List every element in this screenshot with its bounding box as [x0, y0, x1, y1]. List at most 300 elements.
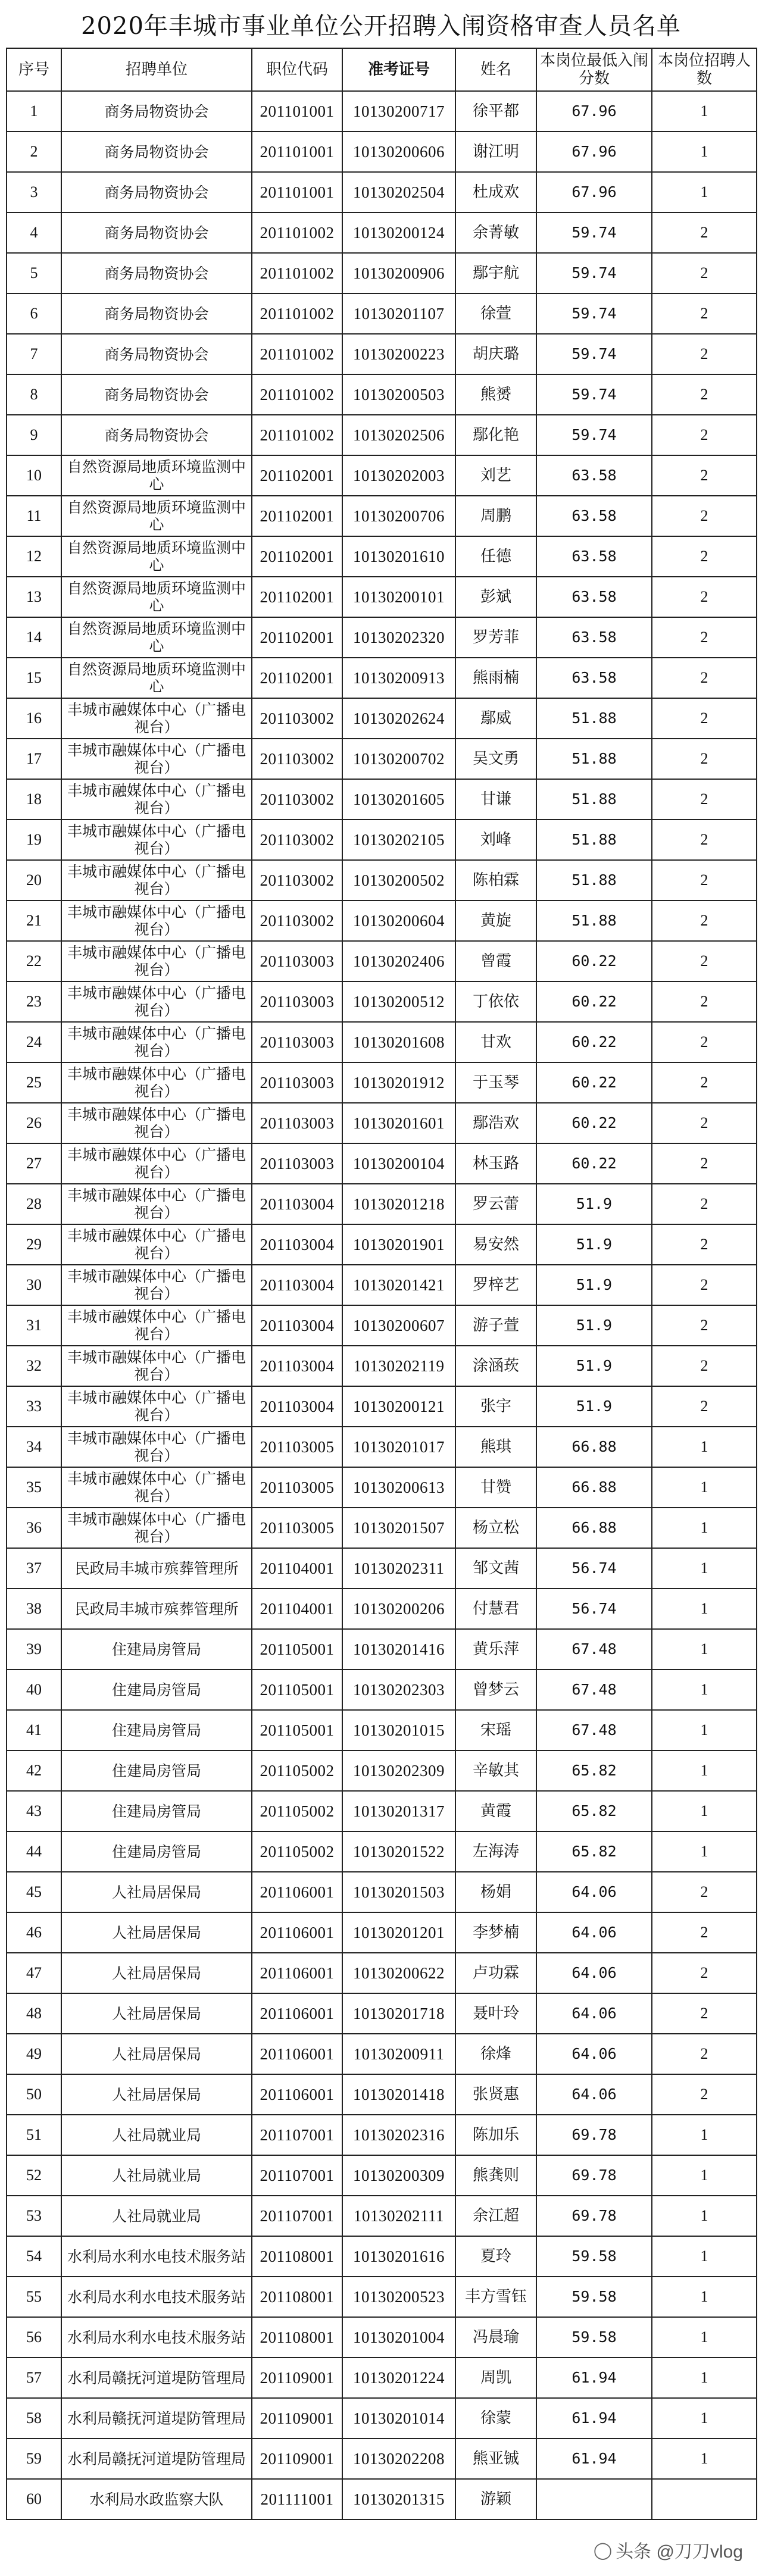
cell-code: 201103004 — [252, 1386, 342, 1427]
cell-count: 1 — [652, 91, 757, 132]
cell-no: 22 — [7, 941, 61, 981]
cell-count: 1 — [652, 2115, 757, 2155]
cell-name: 余江超 — [455, 2196, 536, 2236]
cell-exam: 10130200206 — [342, 1589, 455, 1629]
cell-unit: 商务局物资协会 — [61, 374, 252, 415]
cell-code: 201105002 — [252, 1831, 342, 1872]
cell-code: 201109001 — [252, 2358, 342, 2398]
cell-score: 64.06 — [536, 2034, 652, 2074]
cell-code: 201105001 — [252, 1710, 342, 1750]
cell-unit: 商务局物资协会 — [61, 253, 252, 293]
cell-score: 56.74 — [536, 1548, 652, 1589]
table-row — [7, 1265, 757, 1305]
table-row — [7, 577, 757, 617]
cell-name: 卢功霖 — [455, 1953, 536, 1993]
cell-name: 易安然 — [455, 1224, 536, 1265]
cell-unit: 住建局房管局 — [61, 1791, 252, 1831]
header-no: 序号 — [7, 48, 61, 91]
cell-score: 59.74 — [536, 374, 652, 415]
cell-name: 吴文勇 — [455, 739, 536, 779]
watermark-text: 头条 @刀刀vlog — [616, 2542, 743, 2562]
cell-no: 50 — [7, 2074, 61, 2115]
cell-count — [652, 2479, 757, 2519]
cell-no: 24 — [7, 1022, 61, 1062]
cell-no: 59 — [7, 2439, 61, 2479]
cell-unit: 商务局物资协会 — [61, 132, 252, 172]
cell-name: 涂涵莰 — [455, 1346, 536, 1386]
cell-unit: 商务局物资协会 — [61, 293, 252, 334]
cell-no: 34 — [7, 1427, 61, 1467]
cell-no: 53 — [7, 2196, 61, 2236]
cell-score: 63.58 — [536, 496, 652, 536]
cell-count: 1 — [652, 1427, 757, 1467]
cell-score: 51.9 — [536, 1346, 652, 1386]
cell-exam: 10130201224 — [342, 2358, 455, 2398]
cell-exam: 10130200124 — [342, 212, 455, 253]
table-row — [7, 617, 757, 658]
cell-name: 杨娟 — [455, 1872, 536, 1912]
cell-score: 51.9 — [536, 1224, 652, 1265]
cell-no: 55 — [7, 2277, 61, 2317]
cell-code: 201103004 — [252, 1265, 342, 1305]
cell-count: 2 — [652, 1912, 757, 1953]
cell-exam: 10130200906 — [342, 253, 455, 293]
cell-unit: 人社局居保局 — [61, 1912, 252, 1953]
cell-name: 鄢化艳 — [455, 415, 536, 455]
cell-count: 1 — [652, 2358, 757, 2398]
table-row — [7, 2358, 757, 2398]
cell-name: 刘艺 — [455, 455, 536, 496]
cell-code: 201101002 — [252, 212, 342, 253]
cell-unit: 丰城市融媒体中心（广播电视台） — [61, 1386, 252, 1427]
table-row — [7, 820, 757, 860]
cell-no: 14 — [7, 617, 61, 658]
cell-count: 1 — [652, 1467, 757, 1508]
table-row — [7, 698, 757, 739]
cell-unit: 丰城市融媒体中心（广播电视台） — [61, 1508, 252, 1548]
cell-code: 201106001 — [252, 1993, 342, 2034]
cell-score: 67.48 — [536, 1710, 652, 1750]
header-name: 姓名 — [455, 48, 536, 91]
header-count: 本岗位招聘人数 — [652, 48, 757, 91]
cell-unit: 水利局水政监察大队 — [61, 2479, 252, 2519]
cell-no: 12 — [7, 536, 61, 577]
cell-code: 201106001 — [252, 2074, 342, 2115]
cell-no: 58 — [7, 2398, 61, 2439]
cell-count: 2 — [652, 1224, 757, 1265]
cell-exam: 10130201107 — [342, 293, 455, 334]
cell-unit: 丰城市融媒体中心（广播电视台） — [61, 941, 252, 981]
cell-code: 201103004 — [252, 1346, 342, 1386]
cell-no: 45 — [7, 1872, 61, 1912]
cell-count: 1 — [652, 2439, 757, 2479]
table-row — [7, 1953, 757, 1993]
cell-name: 罗芳菲 — [455, 617, 536, 658]
cell-exam: 10130200512 — [342, 981, 455, 1022]
cell-name: 于玉琴 — [455, 1062, 536, 1103]
cell-count: 1 — [652, 172, 757, 212]
cell-name: 周鹏 — [455, 496, 536, 536]
cell-count: 1 — [652, 2398, 757, 2439]
cell-no: 48 — [7, 1993, 61, 2034]
cell-code: 201102001 — [252, 496, 342, 536]
cell-score: 65.82 — [536, 1750, 652, 1791]
cell-exam: 10130201315 — [342, 2479, 455, 2519]
cell-exam: 10130201522 — [342, 1831, 455, 1872]
cell-exam: 10130202406 — [342, 941, 455, 981]
cell-no: 5 — [7, 253, 61, 293]
cell-no: 9 — [7, 415, 61, 455]
cell-exam: 10130201605 — [342, 779, 455, 820]
cell-code: 201109001 — [252, 2439, 342, 2479]
cell-unit: 丰城市融媒体中心（广播电视台） — [61, 1224, 252, 1265]
cell-unit: 商务局物资协会 — [61, 415, 252, 455]
cell-count: 2 — [652, 374, 757, 415]
cell-score: 51.9 — [536, 1305, 652, 1346]
cell-score: 51.9 — [536, 1386, 652, 1427]
cell-code: 201103002 — [252, 739, 342, 779]
cell-score: 51.88 — [536, 820, 652, 860]
cell-score: 63.58 — [536, 536, 652, 577]
cell-exam: 10130201317 — [342, 1791, 455, 1831]
cell-exam: 10130202208 — [342, 2439, 455, 2479]
cell-no: 20 — [7, 860, 61, 901]
table-row — [7, 2236, 757, 2277]
cell-code: 201111001 — [252, 2479, 342, 2519]
cell-name: 徐烽 — [455, 2034, 536, 2074]
cell-unit: 自然资源局地质环境监测中心 — [61, 536, 252, 577]
cell-no: 33 — [7, 1386, 61, 1427]
cell-code: 201103002 — [252, 779, 342, 820]
cell-name: 曾霞 — [455, 941, 536, 981]
cell-score: 67.48 — [536, 1670, 652, 1710]
table-row — [7, 212, 757, 253]
cell-score: 59.74 — [536, 334, 652, 374]
cell-exam: 10130201616 — [342, 2236, 455, 2277]
cell-no: 7 — [7, 334, 61, 374]
cell-code: 201105001 — [252, 1670, 342, 1710]
cell-unit: 人社局就业局 — [61, 2196, 252, 2236]
cell-code: 201101001 — [252, 132, 342, 172]
cell-code: 201107001 — [252, 2115, 342, 2155]
cell-code: 201105002 — [252, 1791, 342, 1831]
cell-exam: 10130201418 — [342, 2074, 455, 2115]
cell-exam: 10130200913 — [342, 658, 455, 698]
cell-exam: 10130201718 — [342, 1993, 455, 2034]
cell-score: 61.94 — [536, 2398, 652, 2439]
cell-name: 熊亚铖 — [455, 2439, 536, 2479]
cell-code: 201108001 — [252, 2236, 342, 2277]
cell-exam: 10130200622 — [342, 1953, 455, 1993]
cell-count: 2 — [652, 617, 757, 658]
cell-no: 3 — [7, 172, 61, 212]
cell-name: 聂叶玲 — [455, 1993, 536, 2034]
cell-exam: 10130202504 — [342, 172, 455, 212]
cell-exam: 10130200717 — [342, 91, 455, 132]
cell-unit: 水利局赣抚河道堤防管理局 — [61, 2439, 252, 2479]
table-row — [7, 1589, 757, 1629]
cell-score: 63.58 — [536, 455, 652, 496]
cell-score: 51.9 — [536, 1265, 652, 1305]
cell-count: 2 — [652, 496, 757, 536]
cell-code: 201103005 — [252, 1467, 342, 1508]
cell-code: 201103002 — [252, 901, 342, 941]
cell-code: 201108001 — [252, 2317, 342, 2358]
cell-score — [536, 2479, 652, 2519]
cell-unit: 自然资源局地质环境监测中心 — [61, 455, 252, 496]
table-row — [7, 1791, 757, 1831]
cell-name: 鄢浩欢 — [455, 1103, 536, 1143]
table-row — [7, 1346, 757, 1386]
cell-exam: 10130200613 — [342, 1467, 455, 1508]
table-row — [7, 1184, 757, 1224]
cell-name: 夏玲 — [455, 2236, 536, 2277]
table-row — [7, 1467, 757, 1508]
cell-count: 2 — [652, 1103, 757, 1143]
cell-count: 2 — [652, 415, 757, 455]
cell-count: 1 — [652, 1710, 757, 1750]
cell-code: 201101001 — [252, 172, 342, 212]
cell-count: 1 — [652, 2317, 757, 2358]
cell-unit: 住建局房管局 — [61, 1670, 252, 1710]
cell-no: 54 — [7, 2236, 61, 2277]
cell-name: 任德 — [455, 536, 536, 577]
cell-name: 辛敏其 — [455, 1750, 536, 1791]
cell-unit: 丰城市融媒体中心（广播电视台） — [61, 1103, 252, 1143]
cell-count: 2 — [652, 293, 757, 334]
cell-name: 曾梦云 — [455, 1670, 536, 1710]
cell-count: 2 — [652, 1184, 757, 1224]
cell-count: 2 — [652, 658, 757, 698]
table-row — [7, 1224, 757, 1265]
table-row — [7, 1872, 757, 1912]
cell-score: 60.22 — [536, 1022, 652, 1062]
cell-count: 2 — [652, 1143, 757, 1184]
cell-name: 熊赟 — [455, 374, 536, 415]
cell-unit: 住建局房管局 — [61, 1710, 252, 1750]
cell-exam: 10130201507 — [342, 1508, 455, 1548]
table-row — [7, 2034, 757, 2074]
cell-exam: 10130202309 — [342, 1750, 455, 1791]
cell-no: 47 — [7, 1953, 61, 1993]
cell-score: 60.22 — [536, 941, 652, 981]
cell-unit: 丰城市融媒体中心（广播电视台） — [61, 1427, 252, 1467]
cell-code: 201103003 — [252, 981, 342, 1022]
cell-exam: 10130200911 — [342, 2034, 455, 2074]
table-row — [7, 1103, 757, 1143]
cell-code: 201105001 — [252, 1629, 342, 1670]
cell-no: 1 — [7, 91, 61, 132]
cell-no: 40 — [7, 1670, 61, 1710]
cell-score: 64.06 — [536, 1912, 652, 1953]
cell-no: 28 — [7, 1184, 61, 1224]
cell-code: 201106001 — [252, 1953, 342, 1993]
cell-score: 67.96 — [536, 132, 652, 172]
cell-code: 201106001 — [252, 2034, 342, 2074]
page-title: 2020年丰城市事业单位公开招聘入闱资格审查人员名单 — [81, 12, 681, 40]
cell-no: 51 — [7, 2115, 61, 2155]
cell-count: 2 — [652, 212, 757, 253]
cell-name: 李梦楠 — [455, 1912, 536, 1953]
cell-score: 59.58 — [536, 2236, 652, 2277]
cell-score: 66.88 — [536, 1427, 652, 1467]
table-row — [7, 1508, 757, 1548]
cell-score: 64.06 — [536, 1872, 652, 1912]
cell-no: 4 — [7, 212, 61, 253]
cell-count: 2 — [652, 2074, 757, 2115]
table-row — [7, 1386, 757, 1427]
cell-no: 46 — [7, 1912, 61, 1953]
cell-code: 201107001 — [252, 2196, 342, 2236]
cell-count: 1 — [652, 1508, 757, 1548]
table-row — [7, 860, 757, 901]
cell-exam: 10130200523 — [342, 2277, 455, 2317]
cell-unit: 丰城市融媒体中心（广播电视台） — [61, 860, 252, 901]
cell-no: 25 — [7, 1062, 61, 1103]
header-score: 本岗位最低入闱分数 — [536, 48, 652, 91]
table-row — [7, 1993, 757, 2034]
cell-name: 张贤惠 — [455, 2074, 536, 2115]
cell-code: 201101001 — [252, 91, 342, 132]
cell-no: 13 — [7, 577, 61, 617]
cell-count: 2 — [652, 2034, 757, 2074]
cell-name: 甘谦 — [455, 779, 536, 820]
cell-name: 鄢威 — [455, 698, 536, 739]
cell-count: 2 — [652, 1953, 757, 1993]
cell-name: 彭斌 — [455, 577, 536, 617]
cell-score: 59.74 — [536, 293, 652, 334]
cell-exam: 10130201421 — [342, 1265, 455, 1305]
cell-code: 201102001 — [252, 577, 342, 617]
cell-code: 201103005 — [252, 1427, 342, 1467]
cell-count: 1 — [652, 132, 757, 172]
cell-exam: 10130201015 — [342, 1710, 455, 1750]
table-row — [7, 415, 757, 455]
cell-no: 17 — [7, 739, 61, 779]
cell-no: 32 — [7, 1346, 61, 1386]
cell-unit: 人社局居保局 — [61, 2034, 252, 2074]
cell-count: 1 — [652, 2155, 757, 2196]
table-row — [7, 981, 757, 1022]
header-code: 职位代码 — [252, 48, 342, 91]
cell-score: 61.94 — [536, 2358, 652, 2398]
cell-score: 51.88 — [536, 901, 652, 941]
cell-unit: 丰城市融媒体中心（广播电视台） — [61, 981, 252, 1022]
cell-count: 2 — [652, 1386, 757, 1427]
cell-name: 甘赞 — [455, 1467, 536, 1508]
cell-count: 2 — [652, 698, 757, 739]
cell-no: 10 — [7, 455, 61, 496]
cell-unit: 丰城市融媒体中心（广播电视台） — [61, 1062, 252, 1103]
cell-count: 2 — [652, 941, 757, 981]
cell-count: 2 — [652, 334, 757, 374]
cell-unit: 民政局丰城市殡葬管理所 — [61, 1589, 252, 1629]
table-row — [7, 739, 757, 779]
cell-no: 30 — [7, 1265, 61, 1305]
table-row — [7, 1022, 757, 1062]
cell-code: 201102001 — [252, 455, 342, 496]
table-row — [7, 1831, 757, 1872]
cell-count: 1 — [652, 1589, 757, 1629]
table-row — [7, 901, 757, 941]
cell-score: 66.88 — [536, 1508, 652, 1548]
cell-exam: 10130200604 — [342, 901, 455, 941]
cell-code: 201109001 — [252, 2398, 342, 2439]
table-row — [7, 334, 757, 374]
cell-exam: 10130201608 — [342, 1022, 455, 1062]
cell-code: 201106001 — [252, 1872, 342, 1912]
cell-no: 2 — [7, 132, 61, 172]
cell-exam: 10130200502 — [342, 860, 455, 901]
cell-code: 201108001 — [252, 2277, 342, 2317]
cell-unit: 丰城市融媒体中心（广播电视台） — [61, 1305, 252, 1346]
cell-unit: 自然资源局地质环境监测中心 — [61, 658, 252, 698]
cell-code: 201103003 — [252, 1062, 342, 1103]
cell-exam: 10130202506 — [342, 415, 455, 455]
cell-code: 201103003 — [252, 1103, 342, 1143]
cell-no: 43 — [7, 1791, 61, 1831]
cell-name: 罗梓艺 — [455, 1265, 536, 1305]
cell-count: 2 — [652, 779, 757, 820]
table-row — [7, 132, 757, 172]
cell-name: 熊琪 — [455, 1427, 536, 1467]
cell-name: 谢江明 — [455, 132, 536, 172]
cell-exam: 10130202316 — [342, 2115, 455, 2155]
cell-exam: 10130200121 — [342, 1386, 455, 1427]
cell-unit: 自然资源局地质环境监测中心 — [61, 617, 252, 658]
cell-name: 罗云蕾 — [455, 1184, 536, 1224]
cell-code: 201102001 — [252, 617, 342, 658]
cell-count: 1 — [652, 1750, 757, 1791]
cell-unit: 水利局水利水电技术服务站 — [61, 2236, 252, 2277]
table-row — [7, 172, 757, 212]
cell-unit: 商务局物资协会 — [61, 91, 252, 132]
cell-name: 陈柏霖 — [455, 860, 536, 901]
cell-no: 21 — [7, 901, 61, 941]
table-row — [7, 1548, 757, 1589]
cell-unit: 住建局房管局 — [61, 1831, 252, 1872]
cell-unit: 住建局房管局 — [61, 1750, 252, 1791]
cell-no: 15 — [7, 658, 61, 698]
cell-score: 65.82 — [536, 1831, 652, 1872]
table-row — [7, 253, 757, 293]
cell-score: 63.58 — [536, 617, 652, 658]
cell-exam: 10130200706 — [342, 496, 455, 536]
table-row — [7, 1710, 757, 1750]
cell-name: 鄢宇航 — [455, 253, 536, 293]
cell-exam: 10130201014 — [342, 2398, 455, 2439]
cell-exam: 10130200223 — [342, 334, 455, 374]
cell-no: 29 — [7, 1224, 61, 1265]
cell-score: 59.74 — [536, 415, 652, 455]
cell-score: 59.74 — [536, 212, 652, 253]
cell-unit: 丰城市融媒体中心（广播电视台） — [61, 1022, 252, 1062]
table-row — [7, 1143, 757, 1184]
cell-unit: 民政局丰城市殡葬管理所 — [61, 1548, 252, 1589]
cell-no: 23 — [7, 981, 61, 1022]
table-row — [7, 293, 757, 334]
cell-exam: 10130201610 — [342, 536, 455, 577]
toutiao-icon: ◯ — [593, 2540, 613, 2559]
cell-exam: 10130202105 — [342, 820, 455, 860]
cell-unit: 水利局赣抚河道堤防管理局 — [61, 2358, 252, 2398]
cell-exam: 10130202311 — [342, 1548, 455, 1589]
cell-score: 60.22 — [536, 1062, 652, 1103]
candidates-table — [6, 48, 757, 2520]
cell-count: 2 — [652, 1993, 757, 2034]
cell-unit: 人社局居保局 — [61, 1993, 252, 2034]
cell-score: 59.74 — [536, 253, 652, 293]
